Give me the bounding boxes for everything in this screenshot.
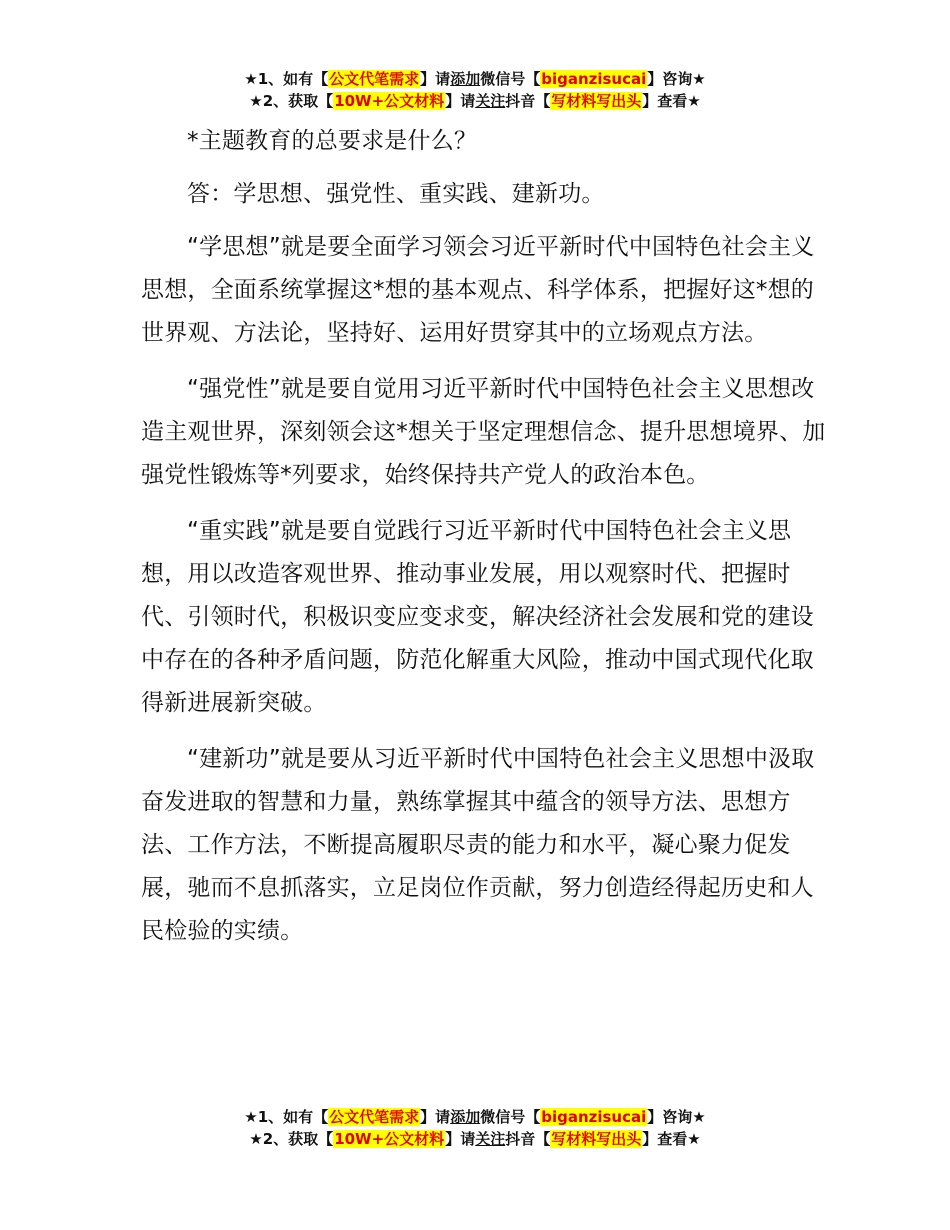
banner-text: 】咨询★ <box>647 1108 706 1126</box>
banner-line-2 <box>0 1128 950 1150</box>
banner-text: 】请 <box>445 1130 476 1148</box>
banner-text: 】请 <box>420 70 451 88</box>
banner-text: 】请 <box>420 1108 451 1126</box>
question-paragraph: *主题教育的总要求是什么？ <box>187 128 478 154</box>
banner-text: ★1、如有【 <box>244 1108 329 1126</box>
paragraph-practice: “重实践”就是要自觉践行习近平新时代中国特色社会主义思想，用以改造客观世界、推动事业发展，用以观察时代、把握时代、引领时代，积极识变应变求变，解决经济社会发展和党的建设中存在的各种矛盾问题，防范化解重大风险，推动中国式现代化取得新进展新突破。 <box>141 518 814 716</box>
highlight-douyin: 写材料写出头 <box>551 1130 642 1148</box>
highlight-wechat-id: biganzisucai <box>541 70 647 88</box>
banner-text: 】查看★ <box>642 1130 701 1148</box>
highlight-materials: 10W+公文材料 <box>334 92 445 110</box>
banner-line-1 <box>0 1106 950 1128</box>
banner-underlined-text: 添加 <box>450 1108 481 1126</box>
banner-line-2 <box>0 90 950 112</box>
banner-text: ★2、获取【 <box>249 92 334 110</box>
banner-text: 】请 <box>445 92 476 110</box>
banner-text: ★1、如有【 <box>244 70 329 88</box>
banner-text: ★2、获取【 <box>249 1130 334 1148</box>
header-banner <box>0 68 950 112</box>
banner-underlined-text: 关注 <box>475 92 506 110</box>
banner-text: 】咨询★ <box>647 70 706 88</box>
paragraph-new-achievements: “建新功”就是要从习近平新时代中国特色社会主义思想中汲取奋发进取的智慧和力量，熟练掌握其中蕴含的领导方法、思想方法、工作方法，不断提高履职尽责的能力和水平，凝心聚力促发展，驰而不息抓落实，立足岗位作贡献，努力创造经得起历史和人民检验的实绩。 <box>141 746 815 944</box>
banner-underlined-text: 添加 <box>450 70 481 88</box>
highlight-service: 公文代笔需求 <box>329 70 420 88</box>
banner-text: 抖音【 <box>505 1130 551 1148</box>
banner-underlined-text: 关注 <box>475 1130 506 1148</box>
highlight-materials: 10W+公文材料 <box>334 1130 445 1148</box>
banner-text: 抖音【 <box>505 92 551 110</box>
banner-text: 微信号【 <box>480 70 541 88</box>
highlight-douyin: 写材料写出头 <box>551 92 642 110</box>
paragraph-study-thought: “学思想”就是要全面学习领会习近平新时代中国特色社会主义思想，全面系统掌握这*想的基本观点、科学体系，把握好这*想的世界观、方法论，坚持好、运用好贯穿其中的立场观点方法。 <box>141 234 815 346</box>
document-body <box>141 120 831 966</box>
banner-line-1 <box>0 68 950 90</box>
banner-text: 】查看★ <box>642 92 701 110</box>
answer-paragraph: 答：学思想、强党性、重实践、建新功。 <box>187 181 605 207</box>
highlight-service: 公文代笔需求 <box>329 1108 420 1126</box>
banner-text: 微信号【 <box>480 1108 541 1126</box>
paragraph-strengthen-party: “强党性”就是要自觉用习近平新时代中国特色社会主义思想改造主观世界，深刻领会这*想关于坚定理想信念、提升思想境界、加强党性锻炼等*列要求，始终保持共产党人的政治本色。 <box>141 376 826 488</box>
highlight-wechat-id: biganzisucai <box>541 1108 647 1126</box>
footer-banner <box>0 1106 950 1150</box>
